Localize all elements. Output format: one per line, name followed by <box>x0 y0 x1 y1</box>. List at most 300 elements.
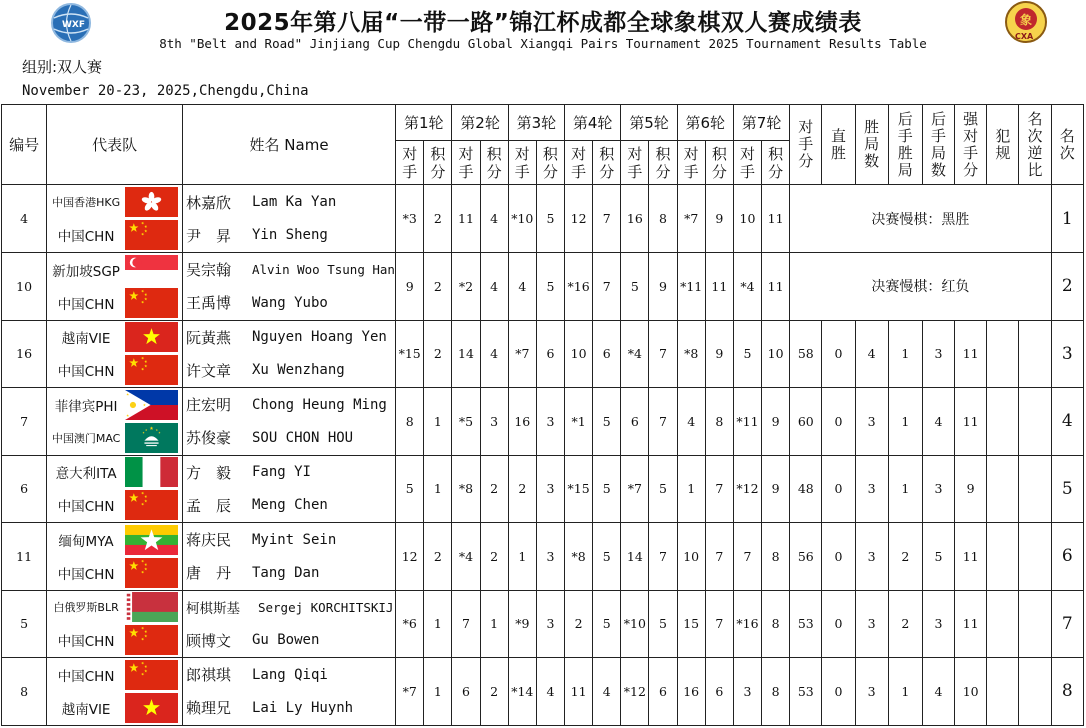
round-points: 9 <box>705 320 733 388</box>
reverse-rank <box>1019 523 1051 591</box>
seed-number: 11 <box>2 523 47 591</box>
team-line <box>47 354 182 387</box>
team-line <box>47 556 182 589</box>
player-name-en: Chong Heung Ming <box>251 396 387 413</box>
seed-number: 4 <box>2 185 47 253</box>
team-name: 白俄罗斯BLR <box>53 601 119 615</box>
header-char: 逆 <box>1027 143 1043 162</box>
player-name-zh: 孟 辰 <box>185 496 231 515</box>
player-names-cell <box>182 253 395 321</box>
player-line <box>183 556 395 589</box>
player-line <box>183 253 395 286</box>
team-name: 越南VIE <box>61 701 111 718</box>
round-points: 7 <box>649 388 677 456</box>
header-round-5: 第5轮 <box>621 105 677 141</box>
header-char: 次 <box>1059 143 1075 162</box>
player-name-en: Yin Sheng <box>251 227 328 243</box>
table-row <box>2 658 1084 726</box>
player-names-cell <box>182 185 395 253</box>
player-names-cell <box>182 523 395 591</box>
subheader-opponent <box>733 141 761 185</box>
black-wins: 1 <box>888 388 922 456</box>
team-line <box>47 421 182 454</box>
team-line <box>47 658 182 691</box>
subheader-char: 积 <box>768 144 784 163</box>
subheader-points <box>705 141 733 185</box>
strong-opp-score: 11 <box>955 388 987 456</box>
round-points: 5 <box>593 388 621 456</box>
player-line <box>183 421 395 454</box>
team-name: 中国CHN <box>57 566 115 583</box>
header-reverse-rank <box>1019 105 1051 185</box>
header-char: 规 <box>995 143 1011 162</box>
reverse-rank <box>1019 590 1051 658</box>
round-opponent: 4 <box>677 388 705 456</box>
round-opponent: *10 <box>621 590 649 658</box>
seed-number: 8 <box>2 658 47 726</box>
player-name-en: Lai Ly Huynh <box>251 699 354 716</box>
round-points: 4 <box>536 658 564 726</box>
flag-phi-icon <box>125 390 178 420</box>
rank: 3 <box>1051 320 1083 388</box>
black-wins: 1 <box>888 455 922 523</box>
team-cell <box>47 185 183 253</box>
round-points: 6 <box>649 658 677 726</box>
player-name-en: Sergej KORCHITSKIJ <box>257 599 394 615</box>
round-opponent: *16 <box>565 253 593 321</box>
round-opponent: 2 <box>508 455 536 523</box>
player-name-zh: 林嘉欣 <box>185 193 231 212</box>
header-char: 后 <box>930 109 946 128</box>
round-points: 3 <box>536 455 564 523</box>
round-points: 1 <box>480 590 508 658</box>
subheader-char: 积 <box>430 144 446 163</box>
player-name-zh: 许文章 <box>185 361 231 380</box>
round-points: 8 <box>649 185 677 253</box>
team-cell <box>47 658 183 726</box>
round-opponent: *3 <box>396 185 424 253</box>
player-line <box>183 321 395 354</box>
round-points: 7 <box>705 523 733 591</box>
subheader-char: 分 <box>486 162 502 181</box>
black-wins: 2 <box>888 590 922 658</box>
subheader-points <box>649 141 677 185</box>
round-opponent: 6 <box>621 388 649 456</box>
subheader-opponent <box>452 141 480 185</box>
round-opponent: *2 <box>452 253 480 321</box>
rank: 6 <box>1051 523 1083 591</box>
round-points: 2 <box>480 455 508 523</box>
rank: 4 <box>1051 388 1083 456</box>
flag-chn-icon <box>125 355 178 385</box>
header-round-1: 第1轮 <box>396 105 452 141</box>
team-line <box>47 286 182 319</box>
round-opponent: 8 <box>396 388 424 456</box>
round-points: 11 <box>762 185 790 253</box>
subheader-char: 手 <box>458 162 474 181</box>
round-points: 7 <box>593 253 621 321</box>
team-cell <box>47 388 183 456</box>
round-points: 7 <box>649 320 677 388</box>
rank: 2 <box>1051 253 1083 321</box>
player-line <box>183 286 395 319</box>
player-names-cell <box>182 658 395 726</box>
header-strong-opp <box>955 105 987 185</box>
opp-score: 48 <box>790 455 822 523</box>
player-line <box>183 354 395 387</box>
round-opponent: *11 <box>677 253 705 321</box>
player-name-en: Xu Wenzhang <box>251 362 345 379</box>
round-points: 7 <box>705 455 733 523</box>
flag-chn-icon <box>125 490 178 520</box>
player-names-cell <box>182 590 395 658</box>
round-opponent: 12 <box>565 185 593 253</box>
group-label: 组别:双人赛 <box>22 58 103 76</box>
round-opponent: *9 <box>508 590 536 658</box>
subheader-char: 积 <box>711 144 727 163</box>
player-name-zh: 庄宏明 <box>185 396 231 415</box>
flag-chn-icon <box>125 660 178 690</box>
player-name-zh: 赖理兄 <box>185 699 231 718</box>
subheader-char: 分 <box>430 162 446 181</box>
round-opponent: 1 <box>677 455 705 523</box>
table-row <box>2 388 1084 456</box>
player-name-en: Lam Ka Yan <box>251 194 337 210</box>
round-points: 5 <box>593 590 621 658</box>
round-opponent: *1 <box>565 388 593 456</box>
direct-wins: 0 <box>822 388 855 456</box>
opp-score: 56 <box>790 523 822 591</box>
round-opponent: 16 <box>508 388 536 456</box>
header-char: 手 <box>798 135 814 153</box>
subheader-char: 积 <box>486 144 502 163</box>
player-name-en: Meng Chen <box>251 497 328 514</box>
player-name-zh: 蒋庆民 <box>185 531 231 550</box>
opp-score: 60 <box>790 388 822 456</box>
round-opponent: 7 <box>452 590 480 658</box>
team-cell <box>47 253 183 321</box>
direct-wins: 0 <box>822 455 855 523</box>
flag-chn-icon <box>125 220 178 250</box>
round-points: 6 <box>705 658 733 726</box>
round-points: 11 <box>762 253 790 321</box>
results-table <box>1 104 1084 726</box>
header-round-4: 第4轮 <box>565 105 621 141</box>
header-char: 犯 <box>995 126 1011 145</box>
header-char: 分 <box>798 152 814 170</box>
subheader-char: 手 <box>627 162 643 181</box>
header-char: 名 <box>1059 126 1075 145</box>
team-name: 越南VIE <box>61 331 111 348</box>
round-opponent: *12 <box>733 455 761 523</box>
rank: 8 <box>1051 658 1083 726</box>
round-points: 8 <box>762 658 790 726</box>
round-opponent: *8 <box>677 320 705 388</box>
strong-opp-score: 10 <box>955 658 987 726</box>
round-points: 8 <box>762 523 790 591</box>
flag-vie-icon <box>125 693 178 723</box>
player-name-zh: 苏俊豪 <box>185 429 231 448</box>
subheader-opponent <box>508 141 536 185</box>
round-points: 7 <box>649 523 677 591</box>
player-line <box>183 219 395 252</box>
header-char: 数 <box>864 152 880 170</box>
team-line <box>47 523 182 556</box>
player-name-zh: 吴宗翰 <box>185 261 231 280</box>
header-char: 局 <box>930 143 946 162</box>
team-name: 中国CHN <box>57 364 115 381</box>
header-opp-score <box>790 105 822 185</box>
subheader-char: 对 <box>683 144 699 163</box>
team-line <box>47 388 182 421</box>
black-games: 4 <box>922 388 954 456</box>
player-line <box>183 489 395 522</box>
flag-chn-icon <box>125 625 178 655</box>
fouls <box>987 455 1019 523</box>
direct-wins: 0 <box>822 320 855 388</box>
round-opponent: *4 <box>621 320 649 388</box>
table-row <box>2 523 1084 591</box>
subheader-points <box>762 141 790 185</box>
team-name: 中国CHN <box>57 296 115 313</box>
team-line <box>47 253 182 286</box>
round-points: 6 <box>536 320 564 388</box>
round-opponent: *14 <box>508 658 536 726</box>
subheader-opponent <box>396 141 424 185</box>
round-points: 6 <box>593 320 621 388</box>
round-points: 2 <box>480 658 508 726</box>
player-name-zh: 阮黃燕 <box>185 328 231 347</box>
round-points: 9 <box>649 253 677 321</box>
header-char: 对 <box>963 126 979 145</box>
player-line <box>183 658 395 691</box>
strong-opp-score: 11 <box>955 590 987 658</box>
team-name: 中国香港HKG <box>52 196 121 209</box>
round-points: 11 <box>705 253 733 321</box>
black-games: 3 <box>922 455 954 523</box>
player-line <box>183 523 395 556</box>
round-points: 8 <box>762 590 790 658</box>
subheader-char: 手 <box>571 162 587 181</box>
team-cell <box>47 455 183 523</box>
player-line <box>183 456 395 489</box>
header-char: 分 <box>963 160 979 179</box>
round-opponent: 2 <box>565 590 593 658</box>
round-points: 4 <box>480 320 508 388</box>
round-points: 2 <box>424 523 452 591</box>
subheader-char: 分 <box>599 162 615 181</box>
round-opponent: 1 <box>508 523 536 591</box>
round-points: 7 <box>593 185 621 253</box>
header-char: 胜 <box>830 143 846 162</box>
wxf-logo-text: WXF <box>62 20 86 30</box>
subheader-char: 手 <box>402 162 418 181</box>
subheader-char: 手 <box>514 162 530 181</box>
header-char: 手 <box>897 126 913 145</box>
round-opponent: *7 <box>396 658 424 726</box>
flag-hkg-icon <box>125 187 178 217</box>
header-fouls <box>987 105 1019 185</box>
team-name: 新加坡SGP <box>52 263 120 280</box>
player-name-zh: 唐 丹 <box>185 564 231 583</box>
flag-vie-icon <box>125 322 178 352</box>
seed-number: 7 <box>2 388 47 456</box>
team-name: 中国澳门MAC <box>51 431 121 445</box>
round-opponent: *7 <box>621 455 649 523</box>
player-name-en: Tang Dan <box>251 564 320 581</box>
subheader-opponent <box>677 141 705 185</box>
header-black-games <box>922 105 954 185</box>
player-name-zh: 柯棋斯基 <box>185 601 240 618</box>
round-points: 9 <box>762 455 790 523</box>
header-char: 次 <box>1027 126 1043 145</box>
round-points: 2 <box>480 523 508 591</box>
team-line <box>47 186 182 219</box>
round-opponent: 3 <box>733 658 761 726</box>
flag-chn-icon <box>125 288 178 318</box>
round-points: 2 <box>424 185 452 253</box>
round-points: 2 <box>424 253 452 321</box>
cxa-logo-text: CXA <box>1015 32 1034 41</box>
fouls <box>987 590 1019 658</box>
round-points: 8 <box>705 388 733 456</box>
header-wins <box>855 105 888 185</box>
player-name-zh: 王禹博 <box>185 294 231 313</box>
round-opponent: 9 <box>396 253 424 321</box>
table-row <box>2 185 1084 253</box>
final-result: 决赛慢棋：黑胜 <box>790 185 1051 253</box>
seed-number: 6 <box>2 455 47 523</box>
flag-chn-icon <box>125 558 178 588</box>
round-opponent: *8 <box>565 523 593 591</box>
header-char: 名 <box>1027 109 1043 128</box>
round-opponent: *6 <box>396 590 424 658</box>
header-char: 手 <box>963 143 979 162</box>
rank: 5 <box>1051 455 1083 523</box>
flag-mac-icon <box>125 423 178 453</box>
player-name-en: Myint Sein <box>251 531 337 548</box>
flag-mya-icon <box>125 525 178 555</box>
team-name: 中国CHN <box>57 499 115 516</box>
seed-number: 16 <box>2 320 47 388</box>
team-cell <box>47 523 183 591</box>
round-points: 1 <box>424 455 452 523</box>
team-name: 缅甸MYA <box>58 533 114 550</box>
header-direct <box>822 105 855 185</box>
round-points: 1 <box>424 658 452 726</box>
black-wins: 1 <box>888 320 922 388</box>
round-opponent: *4 <box>452 523 480 591</box>
team-name: 菲律宾PHI <box>54 398 118 415</box>
player-name-en: Lang Qiqi <box>251 666 328 683</box>
header-char: 比 <box>1027 160 1043 179</box>
subheader-char: 对 <box>458 144 474 163</box>
page-subtitle: 8th "Belt and Road" Jinjiang Cup Chengdu Global Xiangqi Pairs Tournament 2025 Tournament Results Table <box>159 36 927 51</box>
round-opponent: *5 <box>452 388 480 456</box>
subheader-char: 分 <box>542 162 558 181</box>
round-points: 5 <box>649 455 677 523</box>
player-line <box>183 624 395 657</box>
header-team: 代表队 <box>47 105 183 185</box>
subheader-char: 手 <box>739 162 755 181</box>
header-seed: 编号 <box>2 105 47 185</box>
flag-ita-icon <box>125 457 178 487</box>
player-names-cell <box>182 388 395 456</box>
round-opponent: 6 <box>452 658 480 726</box>
header-black-wins <box>888 105 922 185</box>
seed-number: 10 <box>2 253 47 321</box>
team-line <box>47 456 182 489</box>
subheader-char: 分 <box>768 162 784 181</box>
rank: 7 <box>1051 590 1083 658</box>
round-opponent: 10 <box>677 523 705 591</box>
reverse-rank <box>1019 658 1051 726</box>
date-location: November 20-23, 2025,Chengdu,China <box>22 83 309 99</box>
player-line <box>183 591 395 624</box>
table-row <box>2 590 1084 658</box>
round-points: 3 <box>536 388 564 456</box>
reverse-rank <box>1019 388 1051 456</box>
direct-wins: 0 <box>822 523 855 591</box>
player-name-zh: 方 毅 <box>185 463 231 482</box>
round-opponent: *16 <box>733 590 761 658</box>
wins: 3 <box>855 523 888 591</box>
round-opponent: *10 <box>508 185 536 253</box>
direct-wins: 0 <box>822 658 855 726</box>
team-line <box>47 489 182 522</box>
subheader-points <box>480 141 508 185</box>
round-opponent: *12 <box>621 658 649 726</box>
black-wins: 2 <box>888 523 922 591</box>
player-name-zh: 顾博文 <box>185 631 231 650</box>
header-char: 数 <box>930 160 946 179</box>
round-points: 3 <box>536 590 564 658</box>
round-points: 5 <box>536 253 564 321</box>
round-opponent: *15 <box>565 455 593 523</box>
player-name-en: Alvin Woo Tsung Han <box>251 262 395 278</box>
round-opponent: 12 <box>396 523 424 591</box>
subheader-char: 对 <box>514 144 530 163</box>
fouls <box>987 320 1019 388</box>
round-points: 2 <box>424 320 452 388</box>
header-round-6: 第6轮 <box>677 105 733 141</box>
header-char: 强 <box>963 109 979 128</box>
opp-score: 58 <box>790 320 822 388</box>
team-cell <box>47 320 183 388</box>
header-rank <box>1051 105 1083 185</box>
header-char: 胜 <box>864 118 880 136</box>
player-name-en: Nguyen Hoang Yen <box>251 329 387 346</box>
round-points: 9 <box>705 185 733 253</box>
subheader-char: 手 <box>683 162 699 181</box>
subheader-char: 积 <box>655 144 671 163</box>
header-char: 局 <box>864 135 880 153</box>
player-name-en: SOU CHON HOU <box>251 429 354 446</box>
opp-score: 53 <box>790 658 822 726</box>
strong-opp-score: 11 <box>955 523 987 591</box>
round-opponent: *8 <box>452 455 480 523</box>
direct-wins: 0 <box>822 590 855 658</box>
team-name: 意大利ITA <box>55 466 117 483</box>
subheader-char: 积 <box>599 144 615 163</box>
team-line <box>47 624 182 657</box>
team-cell <box>47 590 183 658</box>
round-opponent: 10 <box>733 185 761 253</box>
round-opponent: 5 <box>621 253 649 321</box>
round-opponent: *15 <box>396 320 424 388</box>
wins: 3 <box>855 658 888 726</box>
fouls <box>987 523 1019 591</box>
